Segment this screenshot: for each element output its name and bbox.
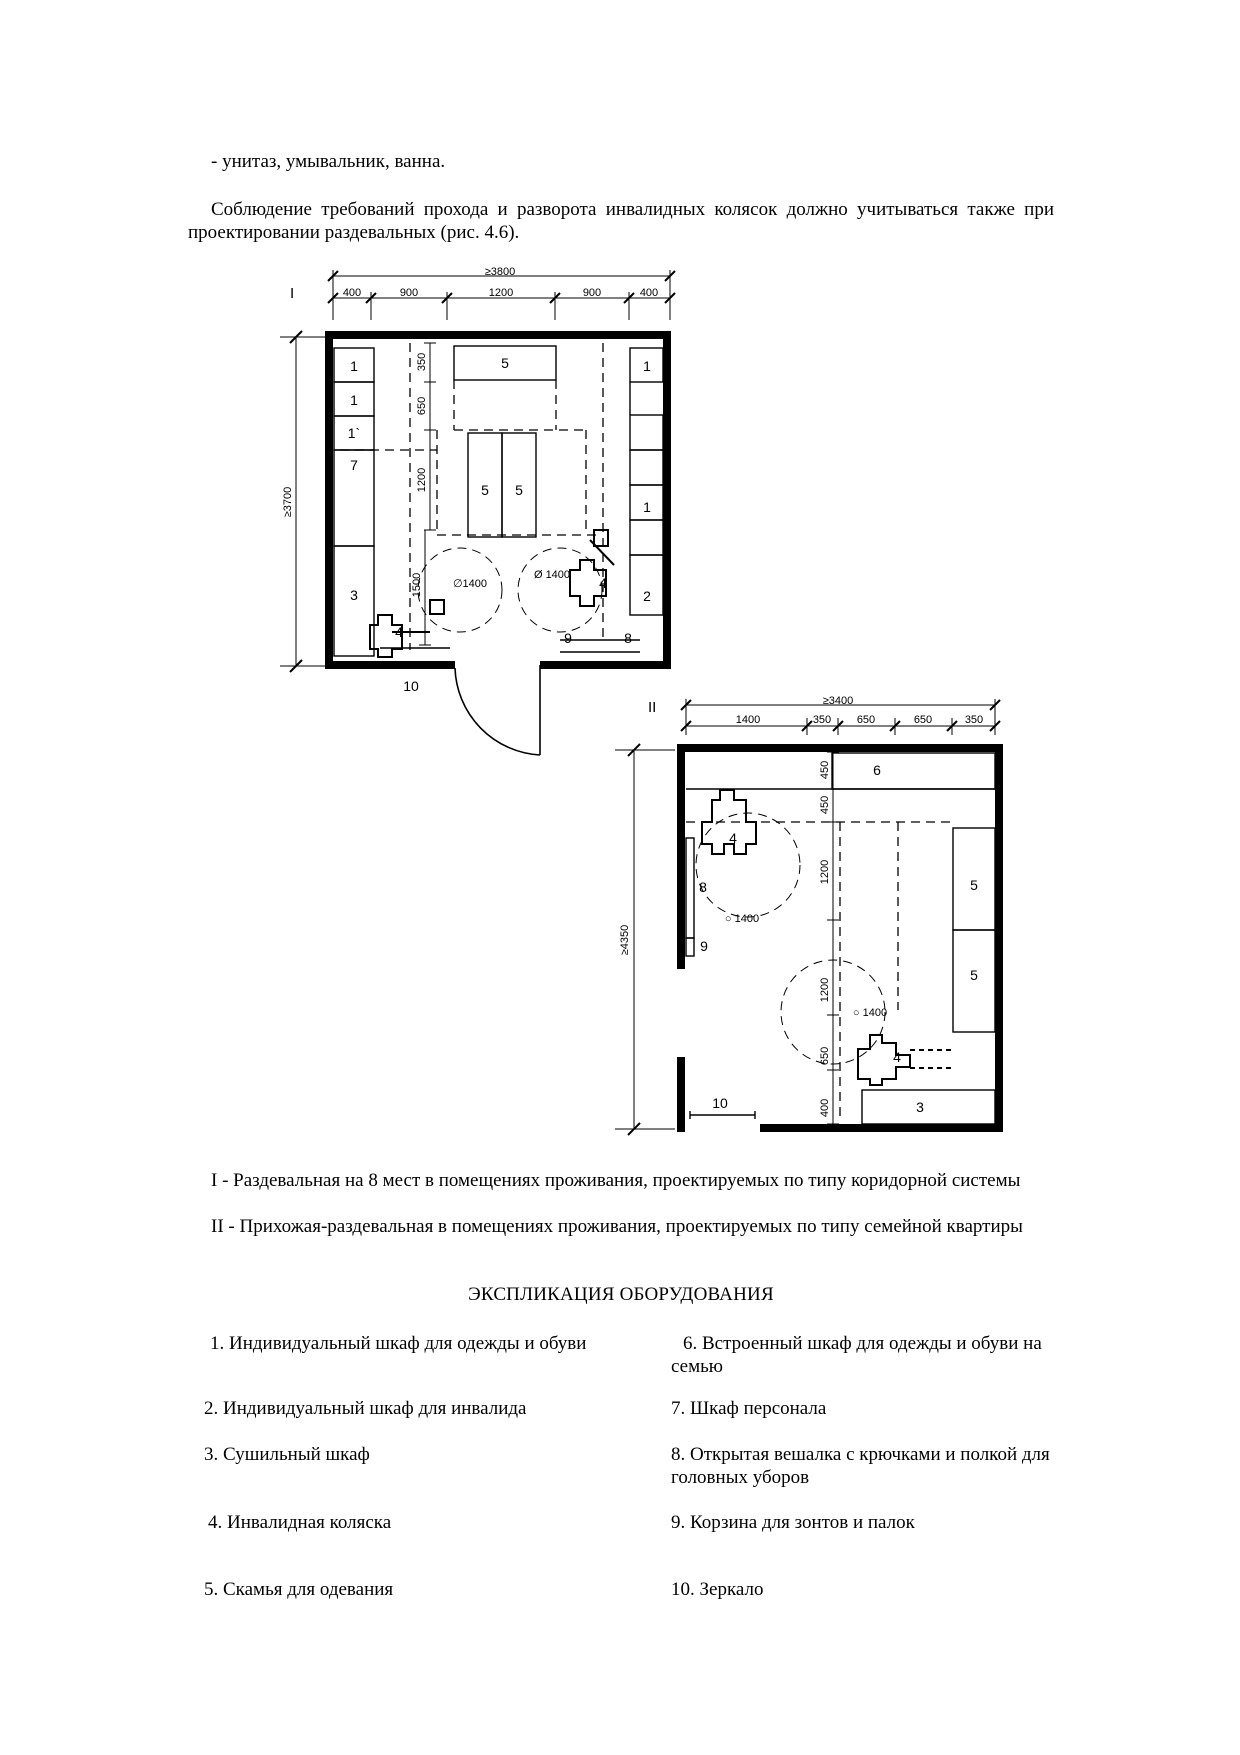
plan-1-dim-w2: 1200: [488, 287, 514, 299]
plan-1-label-5b: 5: [515, 482, 523, 498]
plan-1-clearance: [340, 343, 603, 650]
legend-title: ЭКСПЛИКАЦИЯ ОБОРУДОВАНИЯ: [468, 1284, 774, 1305]
plan-2-overall-width: ≥3400: [822, 695, 854, 707]
plan-1-roman: I: [290, 285, 295, 302]
plan-2-dim-w0: 1400: [735, 714, 761, 726]
plan-2-clearance: [686, 813, 953, 1120]
paragraph-requirements: Соблюдение требований прохода и разворота инвалидных колясок должно учитываться также при проектировании раздевальных (рис. 4.6).: [188, 199, 1054, 243]
plan-1-inner-h2: 1200: [416, 467, 428, 493]
plan-2-inner-h2: 1200: [819, 859, 831, 885]
plan-2-label-6: 6: [873, 762, 881, 778]
plan-1-label-5a: 5: [481, 482, 489, 498]
legend-item-1: 1. Индивидуальный шкаф для одежды и обуви: [210, 1333, 587, 1354]
legend-item-8: 8. Открытая вешалка с крючками и полкой для головных уборов: [671, 1444, 1050, 1488]
plan-1-dim-w0: 400: [342, 287, 362, 299]
plan-2-inner-h4: 650: [819, 1046, 831, 1066]
plan-2-hanger: [686, 838, 694, 956]
plan-2-dim-w1: 350: [812, 714, 832, 726]
plan-2-wardrobe: [686, 753, 995, 789]
legend-item-2: 2. Индивидуальный шкаф для инвалида: [204, 1398, 527, 1419]
plan-1-label-r1a: 1: [643, 358, 651, 374]
plan-1-overall-height: ≥3700: [282, 486, 294, 518]
plan-2-inner-h5: 400: [819, 1098, 831, 1118]
plan-2-inner-h3: 1200: [819, 977, 831, 1003]
plan-2-label-10: 10: [712, 1095, 728, 1111]
caption-plan-1: I - Раздевальная на 8 мест в помещениях проживания, проектируемых по типу коридорной системы: [211, 1170, 1021, 1191]
plan-2-inner-h1: 450: [819, 795, 831, 815]
plan-2-dim-w3: 650: [913, 714, 933, 726]
caption-plan-2: II - Прихожая-раздевальная в помещениях проживания, проектируемых по типу семейной квартиры: [211, 1216, 1023, 1237]
plan-1-label-4b: 4: [599, 575, 607, 591]
plan-2-dim-w4: 350: [964, 714, 984, 726]
plan-2-circle-2: ○ 1400: [852, 1007, 888, 1019]
plan-1-inner-h0: 350: [416, 352, 428, 372]
plan-2-label-5a: 5: [970, 877, 978, 893]
plan-2-dim-w2: 650: [856, 714, 876, 726]
plan-1-label-1c: 1`: [347, 425, 361, 441]
plan-1-label-10: 10: [403, 678, 419, 694]
plan-2: [615, 699, 1003, 1135]
legend-item-10: 10. Зеркало: [671, 1579, 764, 1600]
plan-1-dim-w4: 400: [639, 287, 659, 299]
plan-2-text: [619, 695, 983, 1117]
plan-1-label-1b: 1: [350, 392, 358, 408]
plan-1-inner-h3: 1500: [411, 572, 423, 598]
plan-1-label-3: 3: [350, 587, 358, 603]
plan-1-circle-1: ∅1400: [452, 578, 488, 590]
plan-2-label-4a: 4: [729, 830, 737, 846]
plan-1-hangers: [380, 640, 640, 652]
plan-1-dim-w3: 900: [582, 287, 602, 299]
plan-1-benches: [454, 346, 556, 537]
plan-1-label-7: 7: [350, 457, 358, 473]
plan-1-right-cabinets: [630, 348, 663, 615]
plan-1: [280, 270, 675, 755]
plan-1-wheelchair-2: [570, 530, 614, 606]
legend-item-7: 7. Шкаф персонала: [671, 1398, 827, 1419]
plan-1-label-r1b: 1: [643, 499, 651, 515]
plan-2-mirror: [690, 1111, 755, 1119]
fixtures-text: - унитаз, умывальник, ванна.: [211, 151, 446, 172]
plan-1-overall-width: ≥3800: [484, 266, 516, 278]
legend-item-4: 4. Инвалидная коляска: [208, 1512, 392, 1533]
plan-2-wheelchair-2: [858, 1035, 955, 1085]
legend-item-5: 5. Скамья для одевания: [204, 1579, 394, 1600]
plan-2-label-4b: 4: [893, 1049, 901, 1065]
plan-2-inner-h0: 450: [819, 760, 831, 780]
plan-2-overall-height: ≥4350: [619, 924, 631, 956]
plan-1-circle-2: Ø 1400: [533, 569, 571, 581]
plan-1-door: [455, 665, 540, 755]
legend-item-9: 9. Корзина для зонтов и палок: [671, 1512, 915, 1533]
plan-2-label-3: 3: [916, 1099, 924, 1115]
plan-2-roman: II: [648, 699, 657, 716]
plan-1-label-2: 2: [643, 588, 651, 604]
plan-1-dim-w1: 900: [399, 287, 419, 299]
plan-1-label-5-top: 5: [501, 355, 509, 371]
plan-2-circle-1: ○ 1400: [724, 913, 760, 925]
plan-1-inner-h1: 650: [416, 396, 428, 416]
plan-2-walls: [677, 744, 1003, 1132]
plan-2-label-9: 9: [700, 938, 708, 954]
plan-1-label-1a: 1: [350, 358, 358, 374]
legend-item-6: 6. Встроенный шкаф для одежды и обуви на семью: [671, 1333, 1042, 1377]
legend-item-3: 3. Сушильный шкаф: [204, 1444, 370, 1465]
plan-1-label-4a: 4: [395, 624, 403, 640]
plan-2-label-5b: 5: [970, 967, 978, 983]
plan-1-walls: [325, 331, 671, 669]
plan-1-label-8: 8: [624, 630, 632, 646]
plan-1-text: [282, 266, 658, 694]
plan-2-label-8: 8: [699, 879, 707, 895]
plan-1-label-9: 9: [564, 630, 572, 646]
